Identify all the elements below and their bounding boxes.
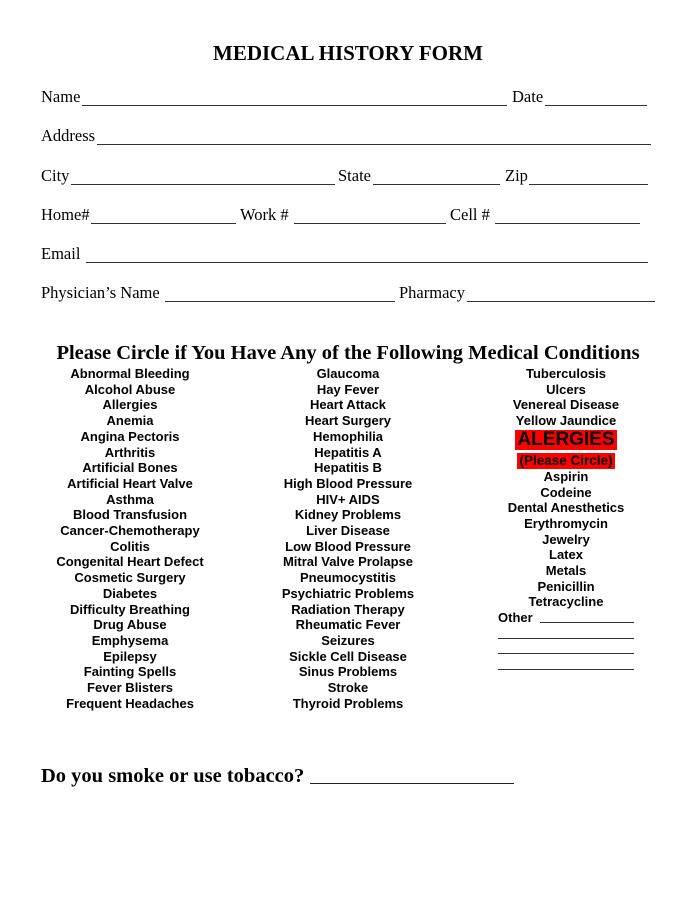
condition-item[interactable]: Kidney Problems bbox=[294, 507, 402, 523]
condition-item[interactable]: Glaucoma bbox=[316, 366, 380, 381]
condition-item[interactable]: Difficulty Breathing bbox=[70, 601, 190, 617]
condition-item[interactable]: Rheumatic Fever bbox=[295, 617, 401, 633]
email-field[interactable] bbox=[41, 244, 648, 266]
name-line[interactable] bbox=[82, 105, 507, 106]
allergy-item[interactable]: Tetracycline bbox=[528, 594, 604, 610]
condition-item[interactable]: Hay Fever bbox=[316, 381, 380, 397]
condition-item[interactable]: Liver Disease bbox=[306, 523, 390, 539]
condition-item[interactable]: Pneumocystitis bbox=[299, 570, 397, 586]
name-field[interactable] bbox=[41, 87, 507, 109]
allergy-other-line[interactable] bbox=[540, 622, 634, 623]
condition-item[interactable]: Abnormal Bleeding bbox=[70, 366, 190, 381]
condition-item[interactable]: Low Blood Pressure bbox=[285, 538, 411, 554]
city-field[interactable] bbox=[41, 166, 335, 188]
condition-item[interactable]: Blood Transfusion bbox=[72, 507, 188, 523]
allergy-item[interactable]: Dental Anesthetics bbox=[507, 500, 625, 516]
condition-item[interactable]: High Blood Pressure bbox=[283, 475, 413, 491]
condition-item[interactable]: Hemophilia bbox=[312, 428, 384, 444]
tobacco-question-row bbox=[41, 765, 304, 788]
date-label: Date bbox=[512, 87, 544, 106]
condition-item[interactable]: Seizures bbox=[321, 632, 375, 648]
allergy-other-label: Other bbox=[498, 610, 533, 626]
tobacco-answer-line[interactable] bbox=[310, 783, 514, 784]
physician-name-field[interactable] bbox=[41, 283, 395, 305]
condition-item[interactable]: Emphysema bbox=[91, 632, 169, 648]
condition-item[interactable]: Cosmetic Surgery bbox=[74, 570, 186, 586]
condition-item[interactable]: Hepatitis A bbox=[314, 444, 382, 460]
allergies-heading: ALERGIES bbox=[517, 428, 615, 450]
condition-item[interactable]: Sinus Problems bbox=[298, 664, 398, 680]
allergy-other-extra-line-1[interactable] bbox=[498, 626, 634, 642]
condition-item[interactable]: Artificial Heart Valve bbox=[67, 475, 193, 491]
conditions-column-1 bbox=[30, 366, 230, 711]
state-field[interactable] bbox=[338, 166, 500, 188]
address-line[interactable] bbox=[97, 144, 651, 145]
condition-item[interactable]: Angina Pectoris bbox=[80, 428, 180, 444]
allergy-item[interactable]: Codeine bbox=[540, 484, 592, 500]
home-phone-label: Home# bbox=[41, 205, 90, 224]
cell-phone-field[interactable] bbox=[450, 205, 640, 227]
conditions-heading-text: Please Circle if You Have Any of the Following Medical Conditions bbox=[56, 342, 640, 364]
allergy-other-extra-line-3[interactable] bbox=[498, 657, 634, 673]
allergies-heading-row bbox=[466, 429, 666, 452]
condition-item[interactable]: Cancer-Chemotherapy bbox=[60, 523, 200, 539]
home-phone-line[interactable] bbox=[91, 223, 236, 224]
allergies-subheading: (Please Circle) bbox=[519, 452, 613, 468]
condition-item[interactable]: Venereal Disease bbox=[512, 397, 620, 413]
condition-item[interactable]: Fever Blisters bbox=[87, 680, 173, 696]
condition-item[interactable]: Yellow Jaundice bbox=[515, 413, 617, 429]
physician-name-label: Physician’s Name bbox=[41, 283, 160, 302]
zip-field[interactable] bbox=[505, 166, 648, 188]
address-label: Address bbox=[41, 126, 96, 145]
conditions-column-2 bbox=[248, 366, 448, 711]
condition-item[interactable]: Colitis bbox=[110, 538, 150, 554]
condition-item[interactable]: Radiation Therapy bbox=[291, 601, 405, 617]
condition-item[interactable]: Anemia bbox=[106, 413, 154, 429]
city-line[interactable] bbox=[71, 184, 335, 185]
condition-item[interactable]: Hepatitis B bbox=[314, 460, 382, 476]
state-line[interactable] bbox=[373, 184, 500, 185]
conditions-column-3 bbox=[466, 366, 666, 673]
condition-item[interactable]: Asthma bbox=[106, 491, 154, 507]
condition-item[interactable]: Sickle Cell Disease bbox=[289, 648, 407, 664]
condition-item[interactable]: Mitral Valve Prolapse bbox=[282, 554, 414, 570]
condition-item[interactable]: Artificial Bones bbox=[82, 460, 178, 476]
pharmacy-label: Pharmacy bbox=[399, 283, 465, 302]
cell-phone-line[interactable] bbox=[495, 223, 640, 224]
email-line[interactable] bbox=[86, 262, 648, 263]
condition-item[interactable]: Heart Surgery bbox=[305, 413, 391, 429]
page-title: MEDICAL HISTORY FORM bbox=[213, 41, 483, 65]
condition-item[interactable]: Diabetes bbox=[102, 585, 158, 601]
condition-item[interactable]: HIV+ AIDS bbox=[316, 491, 380, 507]
zip-line[interactable] bbox=[529, 184, 648, 185]
condition-item[interactable]: Thyroid Problems bbox=[292, 695, 404, 711]
condition-item[interactable]: Arthritis bbox=[104, 444, 156, 460]
allergy-other-extra-line-2[interactable] bbox=[498, 642, 634, 658]
zip-label: Zip bbox=[505, 166, 528, 185]
cell-phone-label: Cell # bbox=[450, 205, 490, 224]
condition-item[interactable]: Allergies bbox=[102, 397, 158, 413]
condition-item[interactable]: Fainting Spells bbox=[83, 664, 177, 680]
allergy-item[interactable]: Jewelry bbox=[542, 531, 590, 547]
allergy-item[interactable]: Aspirin bbox=[543, 468, 589, 484]
allergy-item[interactable]: Erythromycin bbox=[524, 515, 608, 531]
work-phone-field[interactable] bbox=[240, 205, 446, 227]
pharmacy-field[interactable] bbox=[399, 283, 655, 305]
work-phone-line[interactable] bbox=[294, 223, 446, 224]
condition-item[interactable]: Frequent Headaches bbox=[66, 695, 194, 711]
condition-item[interactable]: Drug Abuse bbox=[93, 617, 167, 633]
allergy-item[interactable]: Penicillin bbox=[537, 578, 595, 594]
allergy-other-field[interactable] bbox=[498, 610, 634, 626]
conditions-heading bbox=[0, 342, 696, 365]
allergy-item[interactable]: Metals bbox=[545, 563, 587, 579]
physician-name-line[interactable] bbox=[165, 301, 395, 302]
home-phone-field[interactable] bbox=[41, 205, 236, 227]
condition-item[interactable]: Psychiatric Problems bbox=[281, 585, 415, 601]
condition-item[interactable]: Alcohol Abuse bbox=[84, 381, 176, 397]
condition-item[interactable]: Heart Attack bbox=[309, 397, 387, 413]
address-field[interactable] bbox=[41, 126, 651, 148]
allergies-subheading-row bbox=[466, 452, 666, 469]
condition-item[interactable]: Ulcers bbox=[546, 381, 586, 397]
tobacco-question: Do you smoke or use tobacco? bbox=[41, 765, 305, 787]
condition-item[interactable]: Tuberculosis bbox=[526, 366, 606, 381]
date-line[interactable] bbox=[545, 105, 647, 106]
email-label: Email bbox=[41, 244, 81, 263]
name-label: Name bbox=[41, 87, 81, 106]
condition-item[interactable]: Stroke bbox=[327, 680, 369, 696]
state-label: State bbox=[338, 166, 371, 185]
date-field[interactable] bbox=[512, 87, 647, 109]
condition-item[interactable]: Congenital Heart Defect bbox=[56, 554, 204, 570]
city-label: City bbox=[41, 166, 70, 185]
work-phone-label: Work # bbox=[240, 205, 289, 224]
allergy-item[interactable]: Latex bbox=[549, 547, 583, 563]
condition-item[interactable]: Epilepsy bbox=[103, 648, 157, 664]
pharmacy-line[interactable] bbox=[467, 301, 655, 302]
